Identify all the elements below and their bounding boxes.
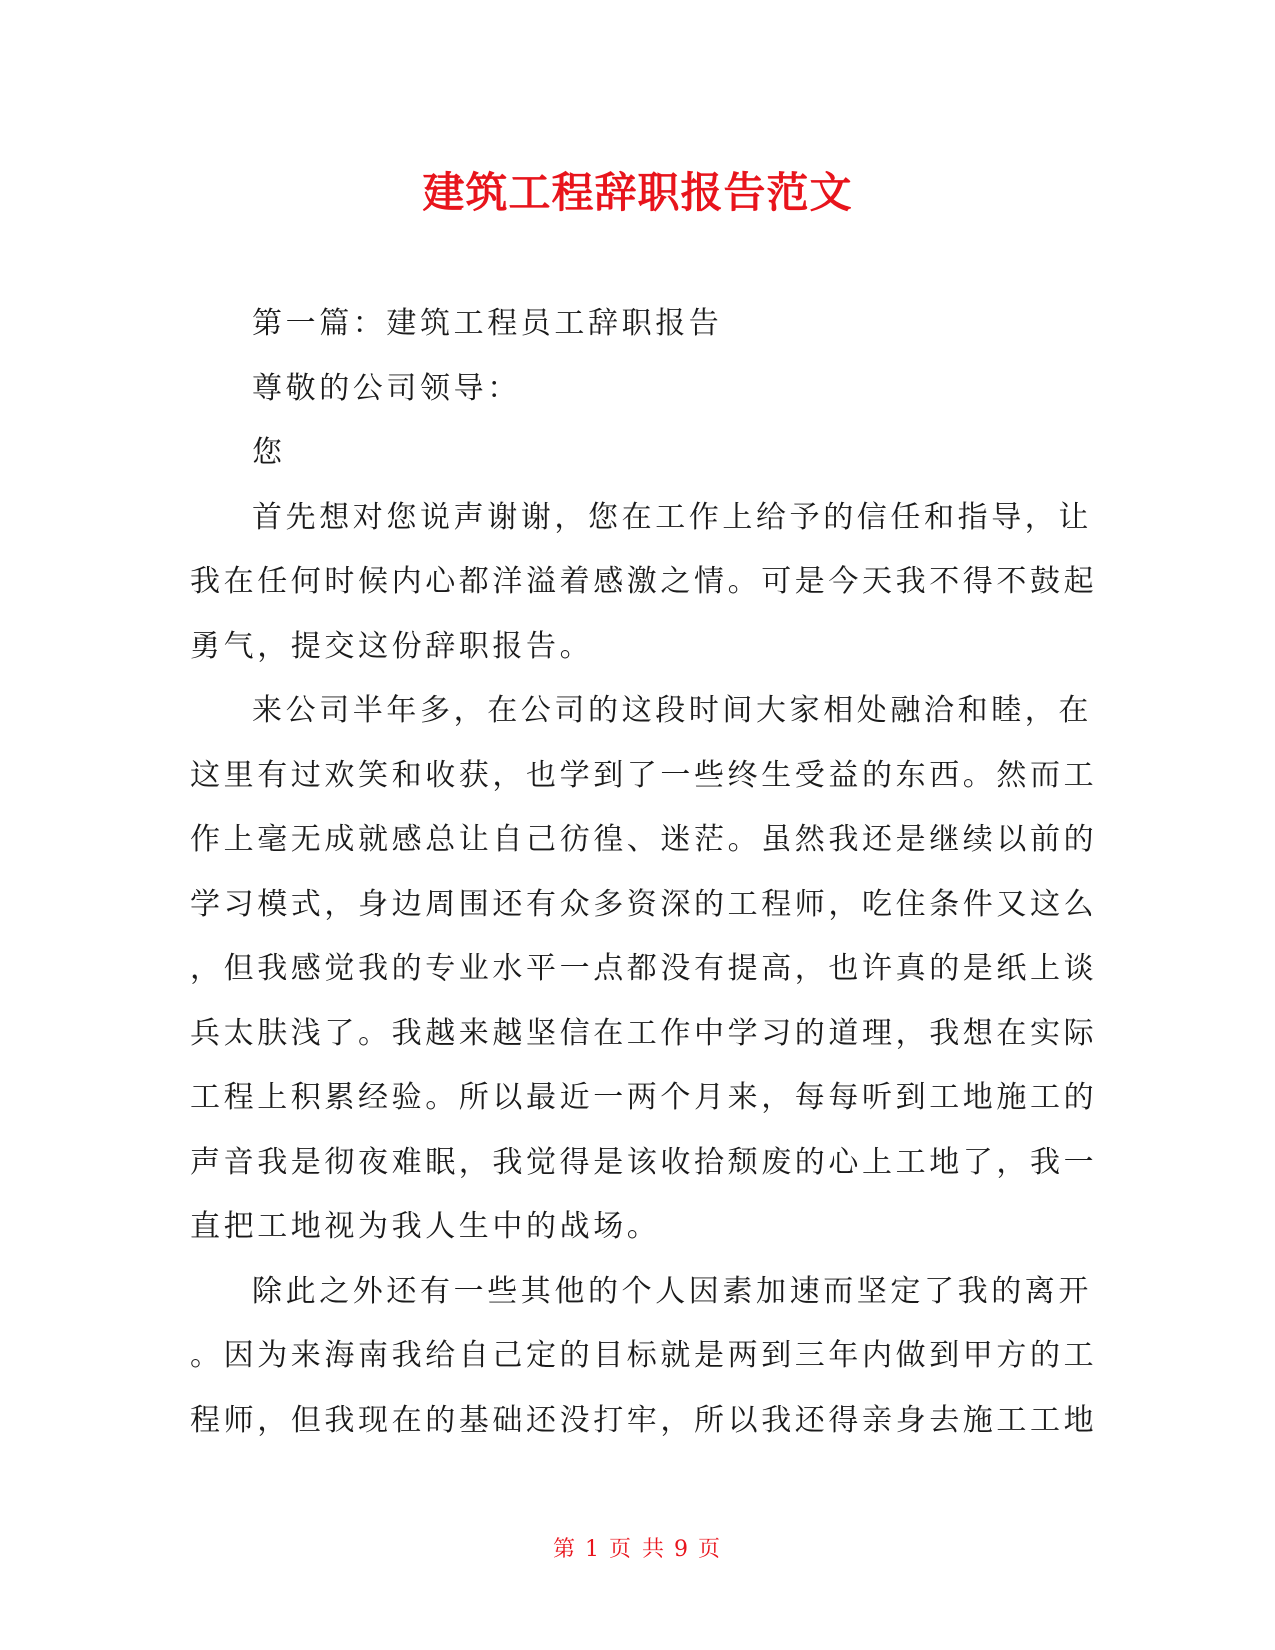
paragraph-line: 学习模式，身边周围还有众多资深的工程师，吃住条件又这么 bbox=[190, 886, 1098, 922]
footer-prefix: 第 bbox=[552, 1537, 577, 1562]
paragraph-line: 首先想对您说声谢谢，您在工作上给予的信任和指导，让 bbox=[252, 499, 1092, 535]
paragraph-line: 工程上积累经验。所以最近一两个月来，每每听到工地施工的 bbox=[190, 1080, 1098, 1115]
page-footer bbox=[0, 1532, 1275, 1563]
paragraph-line: ，但我感觉我的专业水平一点都没有提高，也许真的是纸上谈 bbox=[190, 951, 1098, 986]
section-heading: 第一篇：建筑工程员工辞职报告 bbox=[252, 306, 723, 341]
paragraph-line: 作上毫无成就感总让自己彷徨、迷茫。虽然我还是继续以前的 bbox=[190, 822, 1098, 857]
paragraph-line: 我在任何时候内心都洋溢着感激之情。可是今天我不得不鼓起 bbox=[190, 564, 1098, 599]
paragraph-line: 声音我是彻夜难眠，我觉得是该收拾颓废的心上工地了，我一 bbox=[190, 1144, 1098, 1180]
paragraph-line: 兵太肤浅了。我越来越坚信在工作中学习的道理，我想在实际 bbox=[190, 1015, 1098, 1051]
document-body bbox=[190, 292, 1098, 1453]
paragraph-line: 这里有过欢笑和收获，也学到了一些终生受益的东西。然而工 bbox=[190, 757, 1098, 793]
paragraph-line: 来公司半年多，在公司的这段时间大家相处融洽和睦，在 bbox=[252, 693, 1092, 728]
footer-suffix: 页 bbox=[698, 1537, 723, 1562]
paragraph-line: 直把工地视为我人生中的战场。 bbox=[190, 1209, 661, 1244]
footer-total-pages: 9 bbox=[674, 1537, 690, 1562]
document-title: 建筑工程辞职报告范文 bbox=[422, 168, 853, 217]
greeting-line: 您 bbox=[252, 435, 286, 470]
salutation: 尊敬的公司领导： bbox=[252, 370, 521, 406]
paragraph-line: 。因为来海南我给自己定的目标就是两到三年内做到甲方的工 bbox=[190, 1338, 1098, 1373]
footer-middle: 页 共 bbox=[609, 1537, 666, 1562]
paragraph-line: 程师，但我现在的基础还没打牢，所以我还得亲身去施工工地 bbox=[190, 1402, 1098, 1438]
footer-page-number: 1 bbox=[585, 1537, 601, 1562]
paragraph-line: 除此之外还有一些其他的个人因素加速而坚定了我的离开 bbox=[252, 1273, 1092, 1309]
paragraph-line: 勇气，提交这份辞职报告。 bbox=[190, 628, 594, 664]
